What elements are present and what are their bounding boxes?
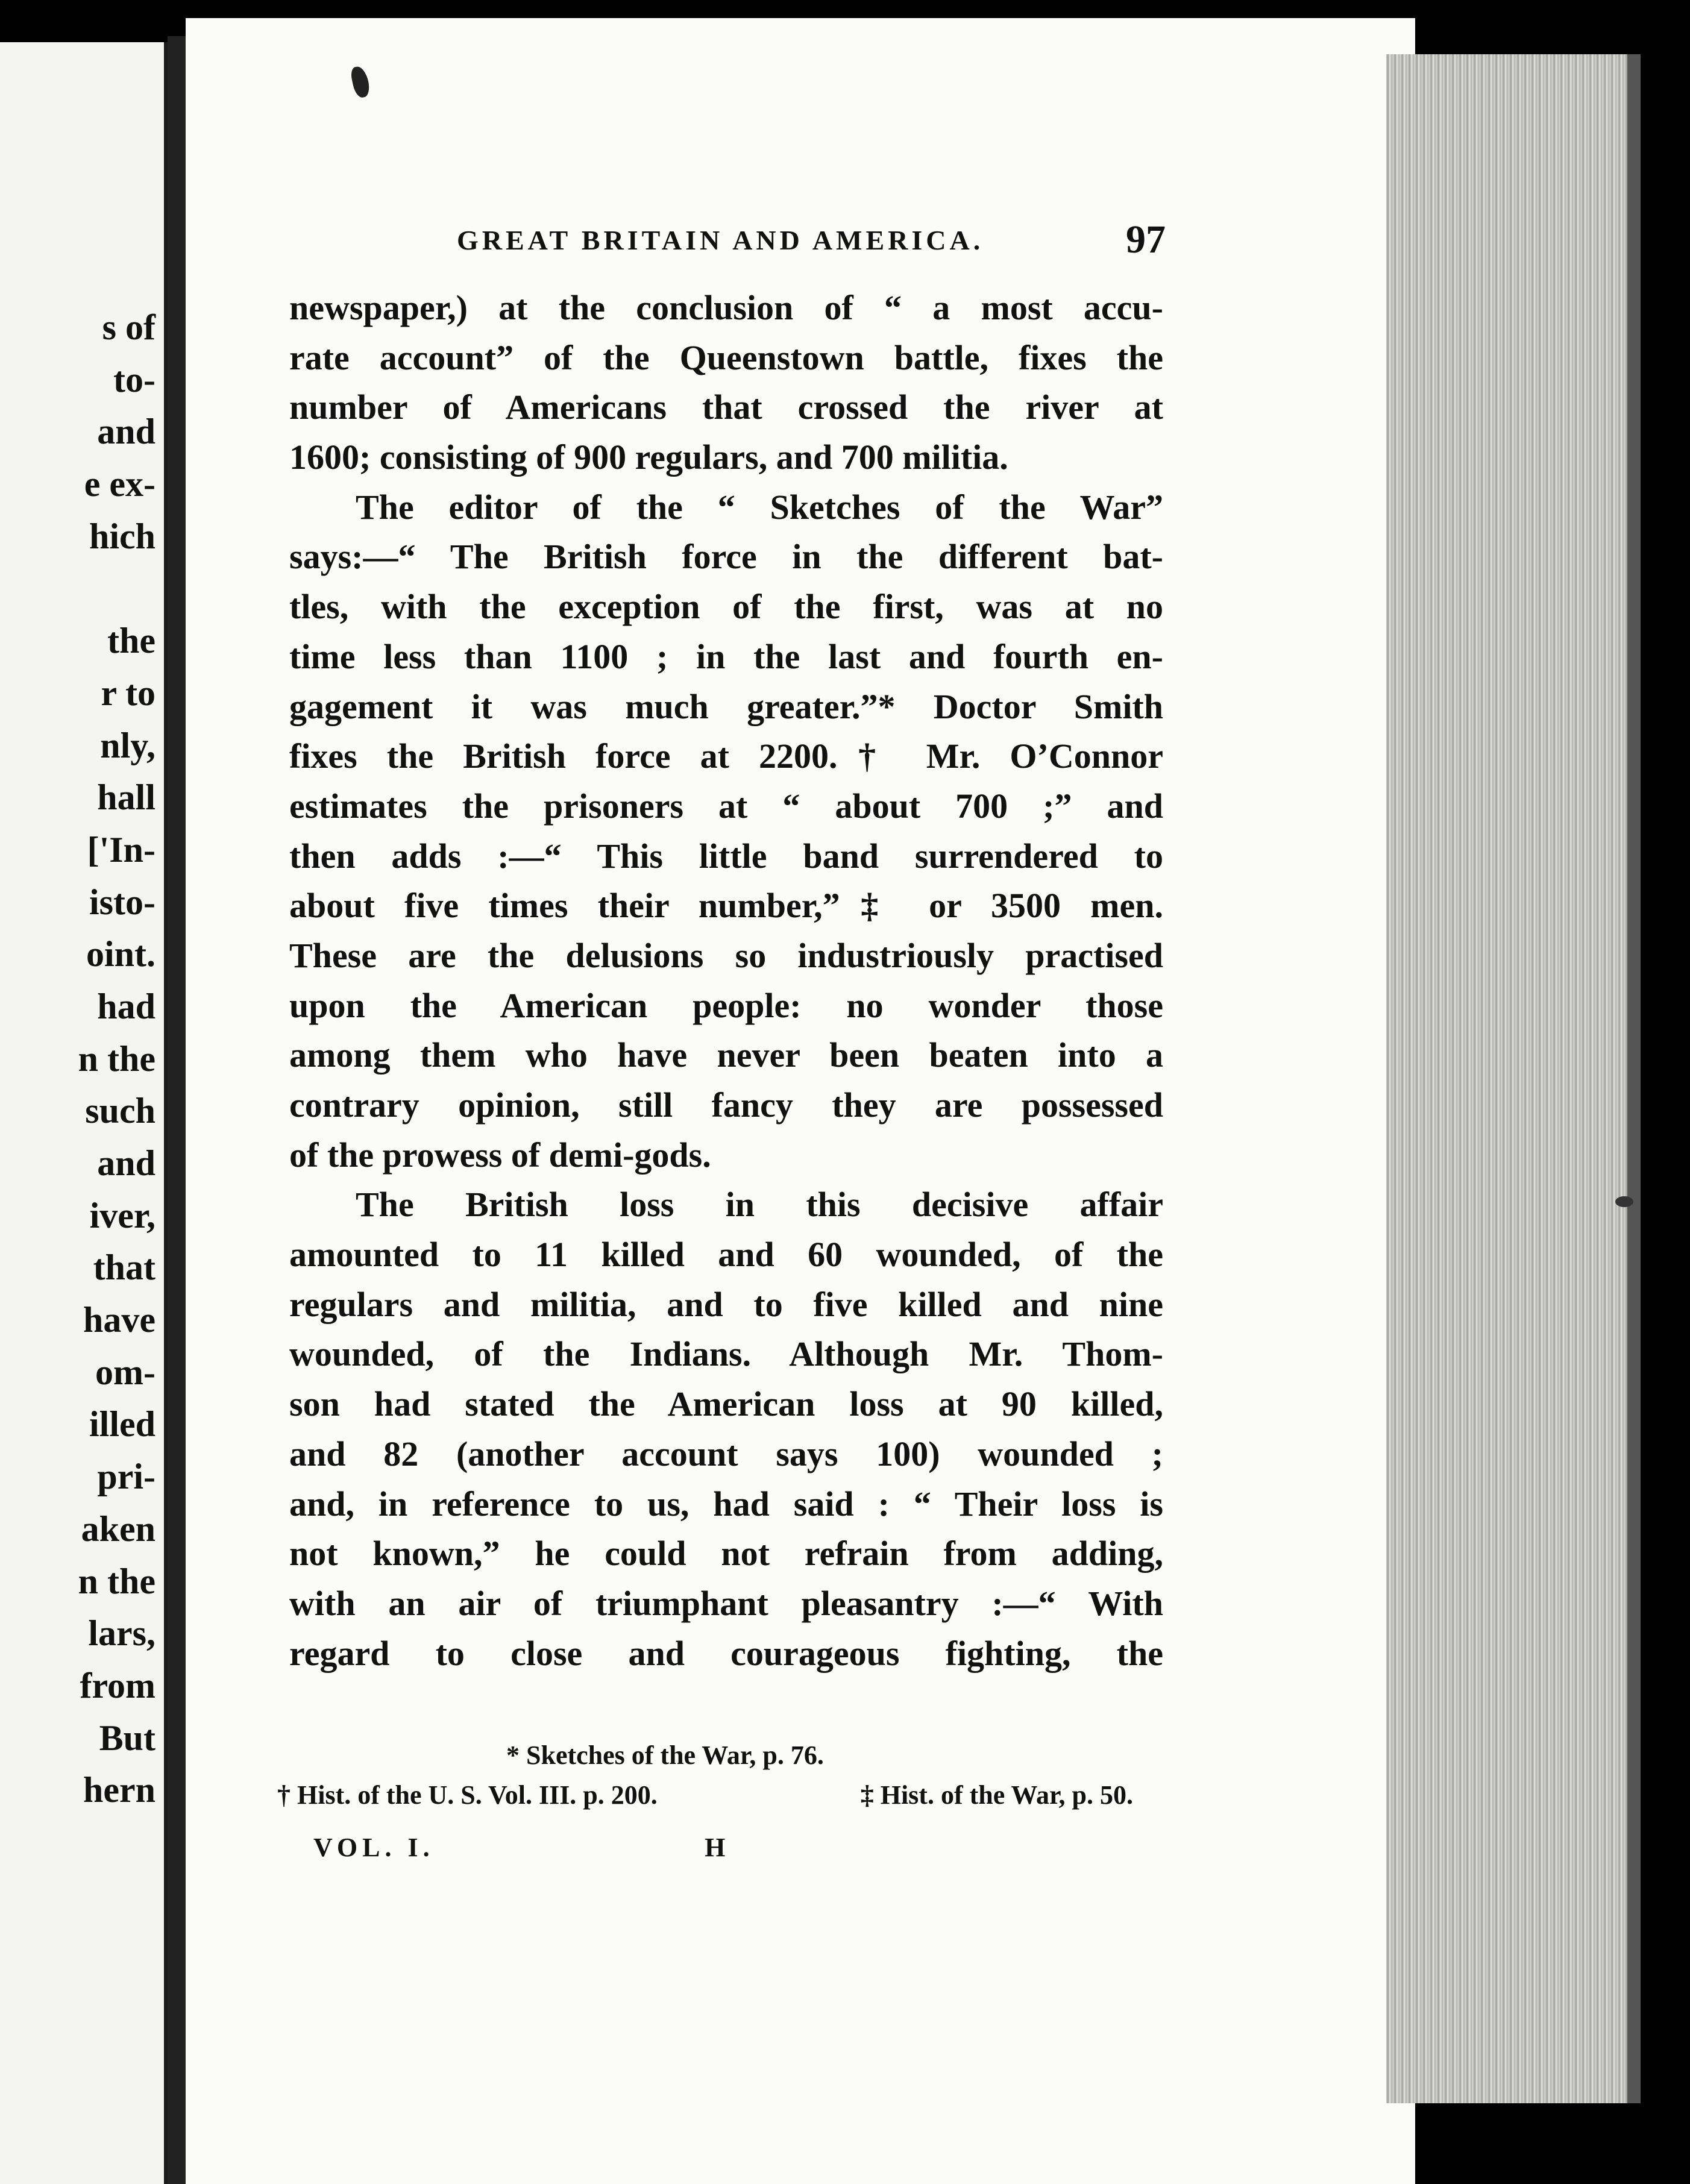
text-line: about five times their number,”‡ or 3500 men. — [289, 886, 1163, 926]
fragment-line: iver, — [89, 1195, 155, 1235]
book-gutter — [168, 36, 186, 2184]
text-line: number of Americans that crossed the river at — [289, 388, 1163, 427]
fragment-line: n the — [78, 1561, 155, 1601]
footnote-asterisk: * Sketches of the War, p. 76. — [506, 1740, 824, 1770]
page-stack-edge — [1386, 54, 1627, 2103]
text-line: fixes the British force at 2200.† Mr. O’Connor — [289, 736, 1163, 776]
previous-page-line-ends — [78, 301, 155, 1816]
fragment-line: had — [97, 986, 155, 1026]
text-line: wounded, of the Indians. Although Mr. Thom- — [289, 1334, 1163, 1374]
text-line: son had stated the American loss at 90 killed, — [289, 1384, 1163, 1424]
fragment-line: illed — [89, 1404, 155, 1445]
text-line: not known,” he could not refrain from adding, — [289, 1534, 1163, 1574]
body-text — [289, 283, 1163, 1678]
fragment-line: ['In- — [87, 829, 155, 870]
binding-mark — [1615, 1196, 1633, 1207]
text-line: then adds :—“ This little band surrendered to — [289, 836, 1163, 876]
page-number: 97 — [1126, 218, 1166, 262]
text-line: and, in reference to us, had said : “ Their loss is — [289, 1484, 1163, 1523]
printer-signature — [313, 1832, 1000, 1863]
fragment-line: nly, — [100, 725, 155, 765]
page-stack-shadow — [1627, 54, 1641, 2103]
footnote-row — [277, 1775, 1133, 1815]
fragment-line: But — [99, 1718, 155, 1758]
text-line: with an air of triumphant pleasantry :—“ With — [289, 1583, 1163, 1623]
fragment-line: r to — [101, 673, 155, 713]
fragment-line: isto- — [89, 882, 155, 922]
text-line: newspaper,) at the conclusion of “ a most accu- — [289, 288, 1163, 327]
fragment-line: hern — [83, 1770, 155, 1810]
text-line: says:—“ The British force in the different bat- — [289, 537, 1163, 577]
fragment-line: s of — [102, 307, 155, 347]
fragment-line: lars, — [88, 1613, 155, 1654]
fragment-line: aken — [81, 1508, 155, 1549]
fragment-line: and — [97, 1143, 155, 1183]
fragment-line — [78, 562, 155, 615]
signature-mark: H — [705, 1833, 730, 1862]
text-line: tles, with the exception of the first, was at no — [289, 587, 1163, 627]
text-line: regulars and militia, and to five killed and nine — [289, 1284, 1163, 1324]
text-line: among them who have never been beaten into a — [289, 1035, 1163, 1075]
text-line: 1600; consisting of 900 regulars, and 700 militia. — [289, 438, 1008, 477]
fragment-line: pri- — [97, 1457, 155, 1497]
text-line: estimates the prisoners at “ about 700 ;” and — [289, 786, 1163, 826]
text-line: The British loss in this decisive affair — [356, 1185, 1163, 1225]
fragment-line: hall — [97, 777, 155, 818]
fragment-line: n the — [78, 1038, 155, 1079]
text-line: upon the American people: no wonder those — [289, 985, 1163, 1025]
footnotes — [277, 1736, 1133, 1815]
text-line: rate account” of the Queenstown battle, fixes the — [289, 337, 1163, 377]
text-line: regard to close and courageous fighting, the — [289, 1633, 1163, 1673]
fragment-line: hich — [89, 516, 155, 556]
fragment-line: to- — [113, 359, 155, 400]
text-line: and 82 (another account says 100) wounded ; — [289, 1434, 1163, 1473]
fragment-line: from — [80, 1665, 155, 1705]
text-line: amounted to 11 killed and 60 wounded, of the — [289, 1235, 1163, 1275]
footnote-double-dagger: ‡ Hist. of the War, p. 50. — [860, 1780, 1133, 1810]
running-head: GREAT BRITAIN AND AMERICA. — [457, 225, 984, 256]
fragment-line: and — [97, 412, 155, 452]
footnote-dagger: † Hist. of the U. S. Vol. III. p. 200. — [277, 1780, 658, 1810]
text-line: time less than 1100 ; in the last and fourth en- — [289, 636, 1163, 676]
text-line: of the prowess of demi-gods. — [289, 1135, 711, 1175]
fragment-line: such — [85, 1091, 155, 1131]
fragment-line: the — [107, 621, 155, 661]
text-line: The editor of the “ Sketches of the War” — [356, 487, 1163, 527]
text-line: contrary opinion, still fancy they are possessed — [289, 1085, 1163, 1125]
volume-label: VOL. I. — [313, 1833, 435, 1862]
fragment-line: that — [93, 1247, 155, 1288]
text-line: gagement it was much greater.”* Doctor Smith — [289, 686, 1163, 726]
fragment-line: om- — [95, 1352, 155, 1392]
fragment-line: have — [83, 1300, 155, 1340]
fragment-line: oint. — [86, 934, 155, 974]
fragment-line: e ex- — [84, 464, 155, 504]
text-line: These are the delusions so industriously practised — [289, 935, 1163, 975]
previous-page-fragment — [0, 42, 168, 2184]
